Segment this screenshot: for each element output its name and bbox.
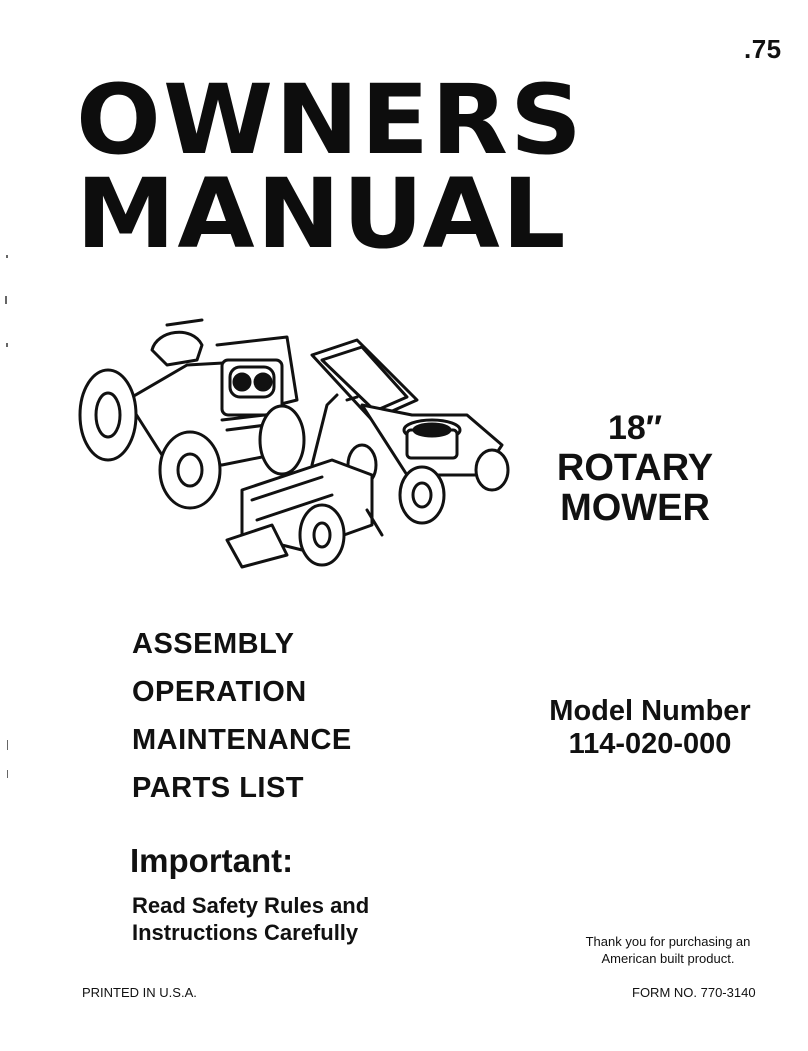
model-label: Model Number — [549, 695, 751, 727]
contents-item-operation: OPERATION — [132, 676, 307, 708]
thank-you-line-1: Thank you for purchasing an — [585, 934, 751, 949]
lawn-equipment-illustration — [72, 305, 522, 575]
scan-speck — [7, 770, 8, 778]
product-line-rotary: ROTARY — [556, 447, 714, 489]
thank-you-line-2: American built product. — [601, 951, 735, 966]
title-manual: MANUAL — [76, 158, 568, 270]
scan-speck — [6, 255, 8, 258]
contents-item-maintenance: MAINTENANCE — [132, 724, 352, 756]
product-line-mower: MOWER — [560, 487, 710, 529]
scan-speck — [5, 296, 7, 304]
contents-item-parts-list: PARTS LIST — [132, 772, 305, 804]
thank-you-note — [560, 933, 776, 967]
model-number: 114-020-000 — [568, 728, 732, 760]
product-size: 18″ — [607, 409, 663, 447]
product-title — [535, 408, 735, 528]
important-heading: Important: — [130, 842, 294, 879]
price-label: .75 — [744, 34, 782, 64]
important-line-1: Read Safety Rules and — [132, 893, 370, 918]
title-owners: OWNERS — [76, 64, 585, 176]
contents-item-assembly: ASSEMBLY — [132, 628, 295, 660]
scan-speck — [7, 740, 8, 750]
important-text — [132, 892, 369, 946]
important-line-2: Instructions Carefully — [132, 920, 359, 945]
printed-in-label: PRINTED IN U.S.A. — [82, 985, 197, 1000]
scan-speck — [6, 343, 8, 347]
model-block — [530, 695, 770, 761]
form-number: FORM NO. 770-3140 — [632, 985, 756, 1000]
contents-list — [132, 620, 352, 812]
